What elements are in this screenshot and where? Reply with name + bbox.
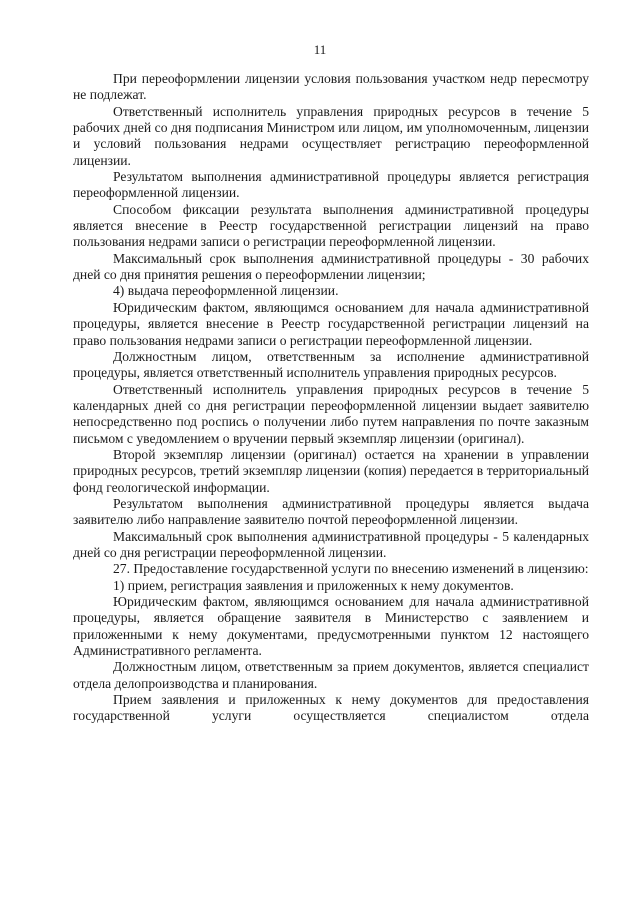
page-number: 11 [313,42,327,57]
paragraph: 1) прием, регистрация заявления и приложенных к нему документов. [113,577,514,593]
paragraph: Ответственный исполнитель управления природных ресурсов в течение 5 рабочих дней со дня подписания Министром или лицом, им уполномоченным, лицензии и условий пользования недрами осуществляет регистрацию переоформленной лицензии. [73,103,589,168]
paragraph: Должностным лицом, ответственным за прием документов, является специалист отдела делопроизводства и планирования. [73,659,589,691]
paragraph: При переоформлении лицензии условия пользования участком недр пересмотру не подлежат. [73,71,589,103]
paragraph: Способом фиксации результата выполнения административной процедуры является внесение в Реестр государственной регистрации лицензий на право пользования недрами записи о регистрации переоформленной лицензии. [73,201,589,250]
paragraph: Максимальный срок выполнения административной процедуры - 5 календарных дней со дня регистрации переоформленной лицензии. [73,528,589,560]
paragraph: Юридическим фактом, являющимся основанием для начала административной процедуры, является внесение в Реестр государственной регистрации лицензий на право пользования недрами записи о регистрации переоформленной лицензии. [73,299,589,348]
paragraph: Должностным лицом, ответственным за исполнение административной процедуры, является ответственный исполнитель управления природных ресурсов. [73,348,589,381]
paragraph: Второй экземпляр лицензии (оригинал) остается на хранении в управлении природных ресурсов, третий экземпляр лицензии (копия) передается в территориальный фонд геологической информации. [73,446,589,495]
paragraph: Результатом выполнения административной процедуры является регистрация переоформленной лицензии. [73,169,589,201]
paragraph: Прием заявления и приложенных к нему документов для предоставления государственной услуги осуществляется специалистом отдела [73,692,589,724]
paragraph: 4) выдача переоформленной лицензии. [113,283,339,299]
paragraph: Максимальный срок выполнения административной процедуры - 30 рабочих дней со дня принятия решения о переоформлении лицензии; [73,250,589,283]
paragraph: 27. Предоставление государственной услуги по внесению изменений в лицензию: [113,561,589,577]
paragraph: Юридическим фактом, являющимся основанием для начала административной процедуры, является обращение заявителя в Министерство с заявлением и приложенными к нему документами, предусмотренными пунктом 12 настоящего Административного регламента. [73,594,589,659]
document-body [73,71,589,725]
paragraph: Ответственный исполнитель управления природных ресурсов в течение 5 календарных дней со дня регистрации переоформленной лицензии выдает заявителю непосредственно под роспись о получении либо путем направления по почте заказным письмом с уведомлением о вручении первый экземпляр лицензии (оригинал). [73,381,589,446]
paragraph: Результатом выполнения административной процедуры является выдача заявителю либо направление заявителю почтой переоформленной лицензии. [73,495,589,528]
